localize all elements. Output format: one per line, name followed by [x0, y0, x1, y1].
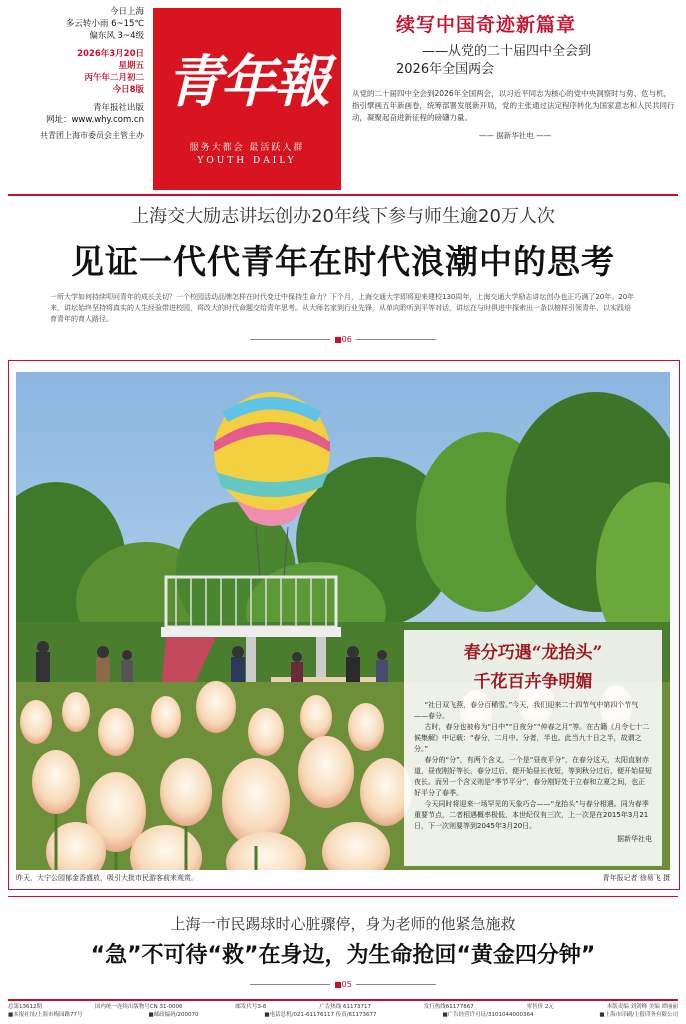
retail-price: 零售价 2元 [526, 1004, 554, 1010]
lead-page-ref-text: ■06 [334, 335, 352, 344]
publisher: 青年报社出版 [92, 103, 144, 113]
logo-text: 青年報 [166, 49, 328, 115]
feature-paragraph: “社日双飞燕，春分百稀雪。”今天，我们迎来二十四节气中第四个节气——春分。 [414, 701, 639, 720]
bottom-page-ref[interactable] [0, 980, 686, 989]
issue-number: 总第13612期 [8, 1004, 42, 1010]
page-ref-line [356, 339, 436, 340]
feature-box [404, 630, 662, 866]
printer: ■上海市印刷/上报印务有限公司 [599, 1012, 678, 1018]
ad-license: ■广告经营许可证/3101044000364 [442, 1012, 534, 1018]
logo-slogan: 服务大都会 最活跃人群 [189, 143, 305, 153]
lead-kicker: 上海交大励志讲坛创办20年线下参与师生逾20万人次 [131, 206, 555, 227]
cn-number: 国内统一连续出版物号CN 31-0006 [94, 1004, 183, 1010]
sponsor: 共青团上海市委员会主管主办 [40, 131, 144, 140]
feature-title[interactable]: 春分巧遇“龙抬头” [463, 643, 603, 663]
top-story-body: 从党的二十届四中全会到2026年全国两会，以习近平同志为核心的党中央洞察时与势、危与机，指引擘画五年新画卷，统筹部署发展新开局，党的主张通过法定程序转化为国家意志和人民共同行动，凝聚起奋进新征程的磅礴力量。 [352, 89, 675, 122]
newspaper-logo [153, 8, 341, 190]
ad-hotline: 广告热线 61173717 [319, 1004, 371, 1010]
distribution-hotline: 发行热线61177867 [423, 1004, 474, 1010]
editors: 本版责编 刘剑峰 美编 谭丽丽 [606, 1004, 678, 1010]
lead-body: 一所大学如何持续叩问青年的成长关切？一个校园活动品牌怎样在时代变迁中保持生命力？下个月，上海交通大学即将迎来建校130周年，上海交通大学励志讲坛创办也正巧满了20年。20年来，讲坛始终坚持将真实的人生经验带进校园，将改大的时代命题交给青年思考。从大师名家到行业先锋，从单向聆听到平等对话，讲坛在与时俱进中探索出一条以榜样引领青年、以实践培育青年的育人路径。 [50, 293, 635, 323]
feature-body [414, 700, 652, 832]
weather: 多云转小雨 6~15℃ [65, 19, 144, 29]
top-story-subhead: ——从党的二十届四中全会到 [422, 44, 592, 59]
page-ref-line [250, 339, 330, 340]
page-ref-line [250, 984, 330, 985]
feature-paragraph: 古时，春分也被称为“日中”“日夜分”“仲春之月”等。在古籍《月令七十二候集解》中记载：“春分，二月中。分者，半也。此当九十日之半，故谓之分。” [414, 723, 650, 753]
lead-page-ref[interactable] [0, 335, 686, 344]
weather-city: 今日上海 [109, 7, 144, 17]
footer-row [8, 1003, 678, 1011]
photo-caption: 昨天，大宁公园郁金香盛放，吸引大批市民游客前来观赏。 [16, 874, 198, 882]
weekday: 星期五 [118, 61, 144, 71]
footer [8, 999, 678, 1019]
bottom-page-ref-text: ■05 [334, 980, 352, 989]
logo-english: YOUTH DAILY [197, 156, 297, 166]
footer-row [8, 1011, 678, 1019]
feature-paragraph: 春分的“分”，有两个含义，一个是“昼夜平分”，在春分这天，太阳直射赤道，昼夜刚好等长，春分过后，便开始昼长夜短，等到秋分过后，便开始昼短夜长。而另一个含义则是“季节平分”，春分刚好处于立春和立夏之间，也正好平分了春季。 [414, 756, 652, 797]
bottom-headline[interactable]: “急”不可待“救”在身边，为生命抢回“黄金四分钟” [90, 943, 596, 968]
feature-source: 据新华社电 [617, 835, 652, 843]
issue-date: 2026年3月20日 [77, 49, 144, 59]
divider [8, 896, 678, 897]
website: 网址：www.why.com.cn [45, 115, 144, 125]
feature-subtitle[interactable]: 千花百卉争明媚 [473, 672, 593, 692]
photo-credit: 青年报记者 徐易飞 摄 [602, 874, 670, 882]
top-story-headline[interactable]: 续写中国奇迹新篇章 [396, 14, 577, 36]
masthead-info [8, 6, 144, 142]
top-story-subhead-2: 2026年全国两会 [396, 62, 495, 77]
wind: 偏东风 3~4级 [89, 31, 144, 41]
page-count: 今日8版 [112, 85, 144, 95]
divider [8, 194, 678, 196]
top-story [352, 10, 678, 141]
top-story-source: —— 据新华社电 —— [478, 131, 552, 140]
postcode: ■邮政编码/200070 [148, 1012, 199, 1018]
address: ■本报社址/上海市梅园路77号 [8, 1012, 83, 1018]
feature-paragraph: 今天同时将迎来一场罕见的天象巧合——“龙抬头”与春分相遇。同为春季重要节点，二者相遇概率极低，本世纪仅有三次，上一次是在2015年3月21日，下一次则要等到2045年3月20日。 [414, 800, 649, 830]
phone: ■电话总机/021-61176117 传真/61173677 [264, 1012, 377, 1018]
bottom-kicker: 上海一市民踢球时心脏骤停，身为老师的他紧急施救 [170, 915, 516, 933]
lead-headline[interactable]: 见证一代代青年在时代浪潮中的思考 [71, 242, 615, 281]
lunar-date: 丙午年二月初二 [84, 73, 144, 83]
page-ref-line [356, 984, 436, 985]
postal-code-id: 邮发代号3-6 [235, 1004, 267, 1010]
